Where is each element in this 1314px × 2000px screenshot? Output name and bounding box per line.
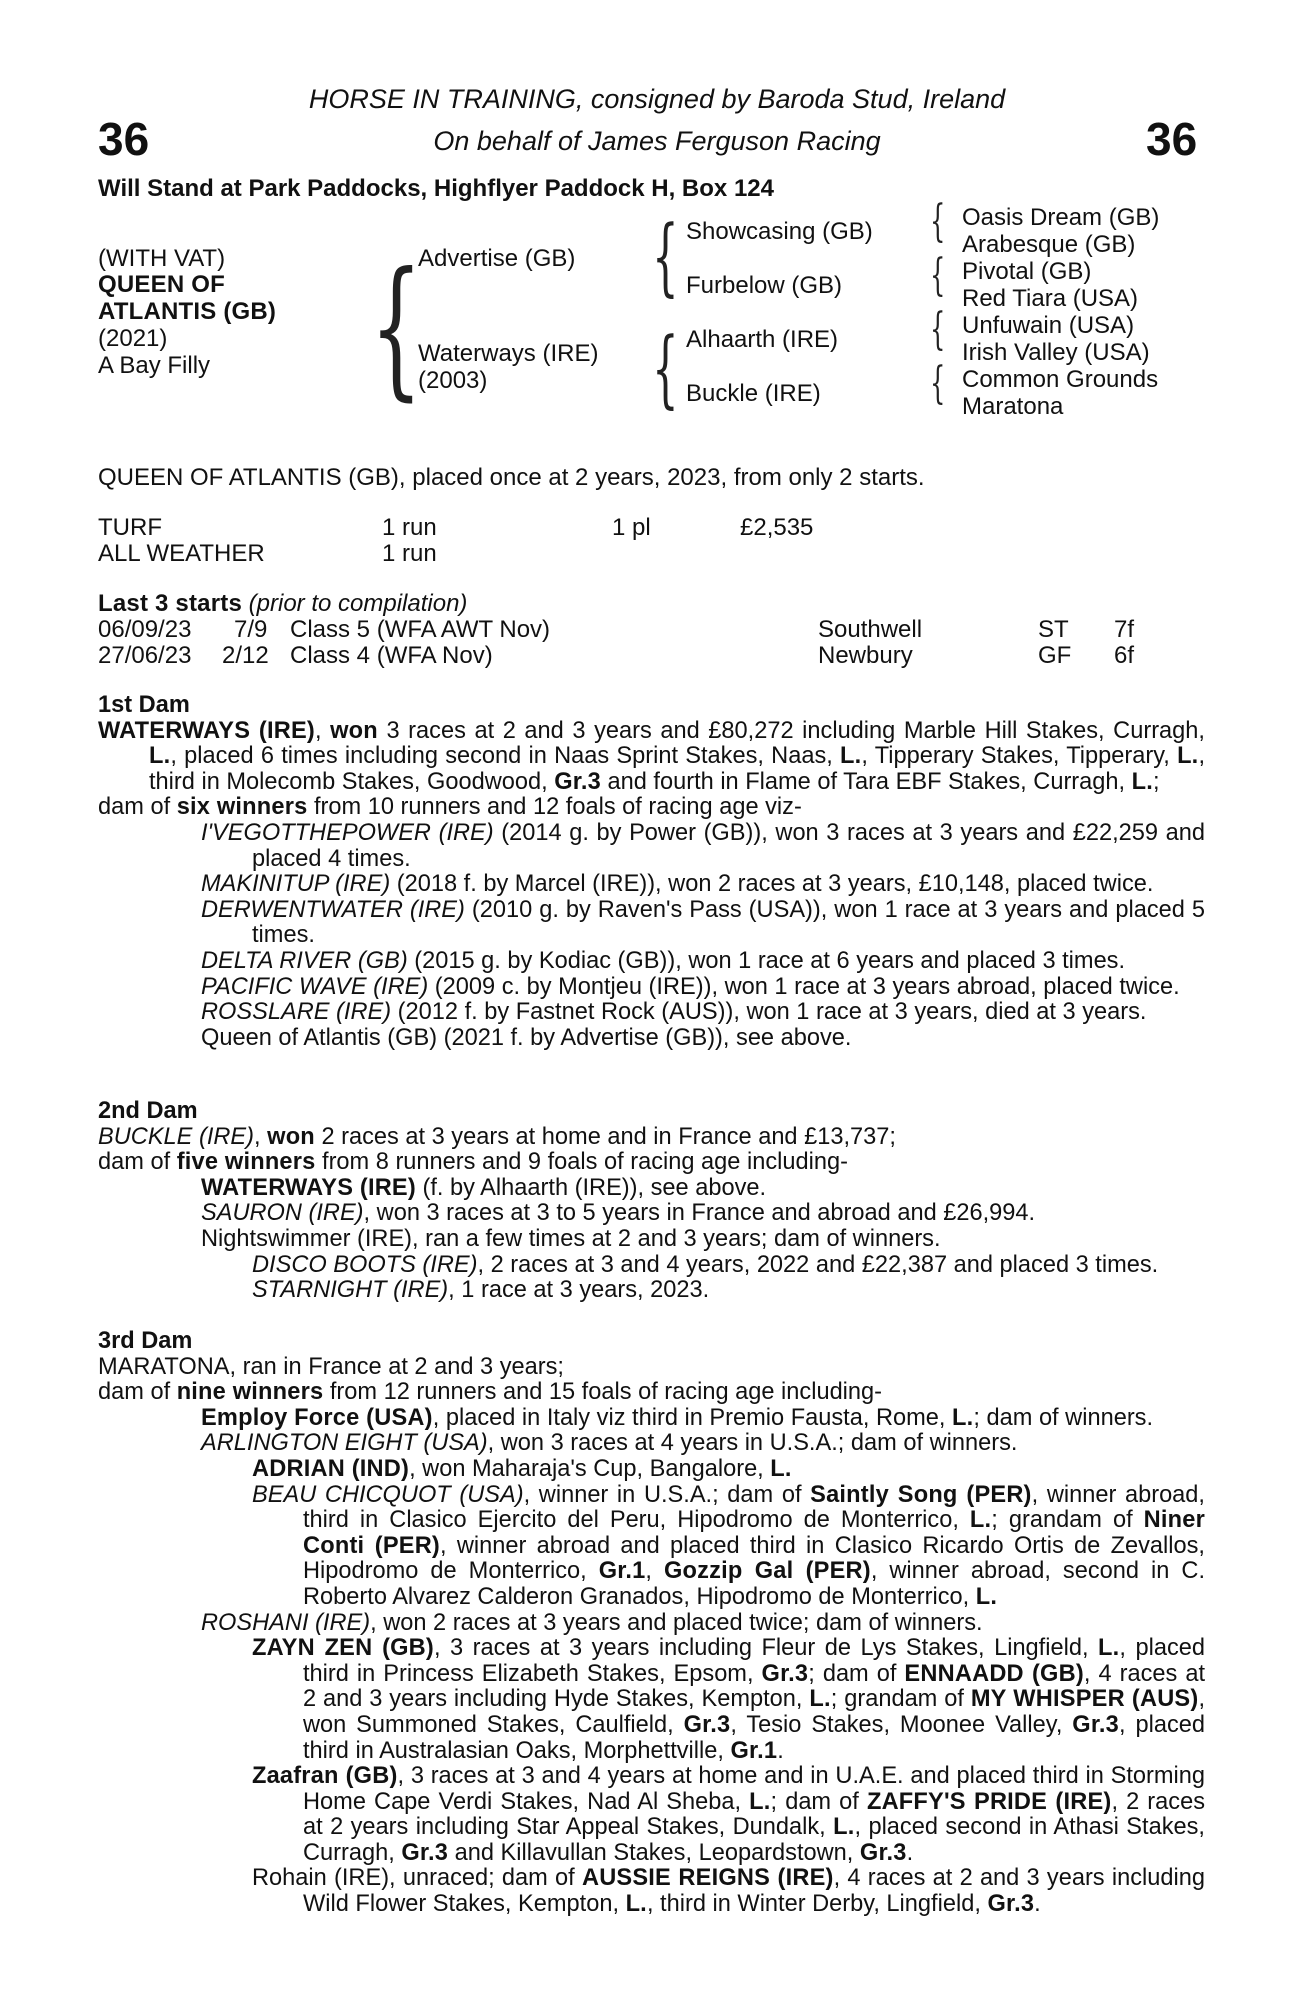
race-summary: QUEEN OF ATLANTIS (GB), placed once at 2 years, 2023, from only 2 starts. [98, 464, 925, 491]
pedigree-sire-sire: Showcasing (GB) [686, 218, 873, 245]
start-distance: 7f [1114, 616, 1135, 643]
vat-note: (WITH VAT) [98, 245, 226, 272]
behalf-line: On behalf of James Ferguson Racing [433, 126, 881, 156]
pedigree-sire: Advertise (GB) [418, 245, 576, 272]
second-dam-produce-summary: dam of five winners from 8 runners and 9 foals of racing age including- [98, 1149, 848, 1176]
pedigree-brace-2a: { [652, 207, 679, 305]
progeny-item: Zaafran (GB), 3 races at 3 and 4 years at home and in U.A.E. and placed third in Storming Home Cape Verdi Stakes, Nad Al Sheba, L.; dam of ZAFFY'S PRIDE (IRE), 2 races at 2 years including Star Appeal Stakes, Dundalk, L., placed second in Athasi Stakes, Curragh, Gr.3 and Killavullan Stakes, Leopardstown, Gr.3. [252, 1763, 1206, 1866]
horse-name-line1: QUEEN OF [98, 271, 225, 298]
start-date: 27/06/23 [98, 642, 192, 669]
start-course: Southwell [818, 616, 923, 643]
first-dam-produce-summary: dam of six winners from 10 runners and 12 foals of racing age viz- [98, 794, 802, 821]
start-race: Class 4 (WFA Nov) [290, 642, 493, 669]
start-position: 7/9 [234, 616, 268, 643]
pedigree-g8: Maratona [962, 393, 1064, 420]
second-dam-section [98, 1099, 1205, 1304]
record-turf-surface: TURF [98, 514, 162, 541]
third-dam-record: MARATONA, ran in France at 2 and 3 years; [98, 1353, 564, 1380]
progeny-item: Nightswimmer (IRE), ran a few times at 2 and 3 years; dam of winners. [201, 1225, 941, 1252]
start-position: 2/12 [222, 642, 269, 669]
second-dam-record: BUCKLE (IRE), won 2 races at 3 years at home and in France and £13,737; [98, 1123, 896, 1150]
progeny-item: I'VEGOTTHEPOWER (IRE) (2014 g. by Power (GB)), won 3 races at 3 years and £22,259 and placed 4 times. [201, 819, 1205, 872]
pedigree-g5: Unfuwain (USA) [962, 312, 1135, 339]
stand-location: Will Stand at Park Paddocks, Highflyer Paddock H, Box 124 [98, 175, 774, 202]
pedigree-brace-1: { [370, 241, 423, 415]
first-dam-heading: 1st Dam [98, 692, 190, 718]
pedigree-brace-3d: { [930, 358, 946, 409]
progeny-item: MAKINITUP (IRE) (2018 f. by Marcel (IRE)), won 2 races at 3 years, £10,148, placed twice. [201, 871, 1154, 898]
lot-number-left: 36 [98, 113, 150, 165]
pedigree-dam-year: (2003) [418, 367, 488, 394]
pedigree-brace-3c: { [930, 304, 946, 355]
horse-name-line2: ATLANTIS (GB) [98, 298, 277, 325]
progeny-item: DERWENTWATER (IRE) (2010 g. by Raven's Pass (USA)), won 1 race at 3 years and placed 5 times. [201, 896, 1205, 949]
progeny-item: ADRIAN (IND), won Maharaja's Cup, Bangalore, L. [252, 1455, 792, 1482]
pedigree-brace-3a: { [930, 196, 946, 247]
pedigree-g4: Red Tiara (USA) [962, 285, 1139, 312]
progeny-item: Queen of Atlantis (GB) (2021 f. by Advertise (GB)), see above. [201, 1024, 852, 1051]
second-dam-heading: 2nd Dam [98, 1098, 198, 1124]
record-turf-runs: 1 run [382, 514, 437, 541]
record-aw-surface: ALL WEATHER [98, 540, 265, 567]
third-dam-section [98, 1329, 1205, 1918]
progeny-item: ZAYN ZEN (GB), 3 races at 3 years including Fleur de Lys Stakes, Lingfield, L., placed third in Princess Elizabeth Stakes, Epsom, Gr.3; dam of ENNAADD (GB), 4 races at 2 and 3 years including Hyde Stakes, Kempton, L.; grandam of MY WHISPER (AUS), won Summoned Stakes, Caulfield, Gr.3, Tesio Stakes, Moonee Valley, Gr.3, placed third in Australasian Oaks, Morphettville, Gr.1. [252, 1635, 1206, 1764]
start-going: ST [1038, 616, 1069, 643]
record-turf-prize: £2,535 [740, 514, 814, 541]
pedigree-g1: Oasis Dream (GB) [962, 204, 1160, 231]
progeny-item: STARNIGHT (IRE), 1 race at 3 years, 2023. [252, 1277, 710, 1304]
progeny-item: DELTA RIVER (GB) (2015 g. by Kodiac (GB)), won 1 race at 6 years and placed 3 times. [201, 947, 1126, 974]
progeny-item: WATERWAYS (IRE) (f. by Alhaarth (IRE)), see above. [201, 1174, 767, 1201]
consignor-line: HORSE IN TRAINING, consigned by Baroda Stud, Ireland [308, 84, 1006, 114]
first-dam-section [98, 693, 1205, 1051]
progeny-item: ROSHANI (IRE), won 2 races at 3 years and placed twice; dam of winners. [201, 1609, 983, 1636]
start-going: GF [1038, 642, 1072, 669]
third-dam-heading: 3rd Dam [98, 1328, 193, 1354]
horse-description: A Bay Filly [98, 352, 211, 379]
pedigree-sire-dam: Furbelow (GB) [686, 272, 843, 299]
pedigree-brace-3b: { [930, 250, 946, 301]
progeny-item: BEAU CHICQUOT (USA), winner in U.S.A.; dam of Saintly Song (PER), winner abroad, third in Clasico Ejercito del Peru, Hipodromo de Monterrico, L.; grandam of Niner Conti (PER), winner abroad and placed third in Clasico Ricardo Ortis de Zevallos, Hipodromo de Monterrico, Gr.1, Gozzip Gal (PER), winner abroad, second in C. Roberto Alvarez Calderon Granados, Hipodromo de Monterrico, L. [252, 1481, 1205, 1610]
last-starts-heading: Last 3 starts (prior to compilation) [98, 590, 468, 617]
pedigree-dam-dam: Buckle (IRE) [686, 380, 821, 407]
record-aw-runs: 1 run [382, 540, 437, 567]
record-turf-placed: 1 pl [612, 514, 651, 541]
progeny-item: DISCO BOOTS (IRE), 2 races at 3 and 4 years, 2022 and £22,387 and placed 3 times. [252, 1251, 1159, 1278]
progeny-item: Rohain (IRE), unraced; dam of AUSSIE REIGNS (IRE), 4 races at 2 and 3 years including Wild Flower Stakes, Kempton, L., third in Winter Derby, Lingfield, Gr.3. [252, 1865, 1205, 1918]
pedigree-g2: Arabesque (GB) [962, 231, 1136, 258]
progeny-item: SAURON (IRE), won 3 races at 3 to 5 years in France and abroad and £26,994. [201, 1200, 1036, 1227]
start-distance: 6f [1114, 642, 1135, 669]
third-dam-produce-summary: dam of nine winners from 12 runners and 15 foals of racing age including- [98, 1379, 883, 1406]
pedigree-g3: Pivotal (GB) [962, 258, 1092, 285]
pedigree-dam: Waterways (IRE) [418, 340, 599, 367]
start-date: 06/09/23 [98, 616, 192, 643]
horse-year: (2021) [98, 325, 168, 352]
progeny-item: ROSSLARE (IRE) (2012 f. by Fastnet Rock (AUS)), won 1 race at 3 years, died at 3 years. [201, 999, 1147, 1026]
pedigree-g6: Irish Valley (USA) [962, 339, 1150, 366]
pedigree-brace-2b: { [652, 319, 679, 417]
first-dam-record: WATERWAYS (IRE), won 3 races at 2 and 3 years and £80,272 including Marble Hill Stakes, Curragh, L., placed 6 times including second in Naas Sprint Stakes, Naas, L., Tipperary Stakes, Tipperary, L., third in Molecomb Stakes, Goodwood, Gr.3 and fourth in Flame of Tara EBF Stakes, Curragh, L.; [98, 717, 1205, 795]
pedigree-dam-sire: Alhaarth (IRE) [686, 326, 839, 353]
start-race: Class 5 (WFA AWT Nov) [290, 616, 551, 643]
pedigree-g7: Common Grounds [962, 366, 1159, 393]
start-course: Newbury [818, 642, 913, 669]
progeny-item: ARLINGTON EIGHT (USA), won 3 races at 4 years in U.S.A.; dam of winners. [201, 1430, 1018, 1457]
progeny-item: Employ Force (USA), placed in Italy viz third in Premio Fausta, Rome, L.; dam of winners. [201, 1404, 1154, 1431]
lot-number-right: 36 [1146, 113, 1198, 165]
progeny-item: PACIFIC WAVE (IRE) (2009 c. by Montjeu (IRE)), won 1 race at 3 years abroad, placed twice. [201, 973, 1180, 1000]
